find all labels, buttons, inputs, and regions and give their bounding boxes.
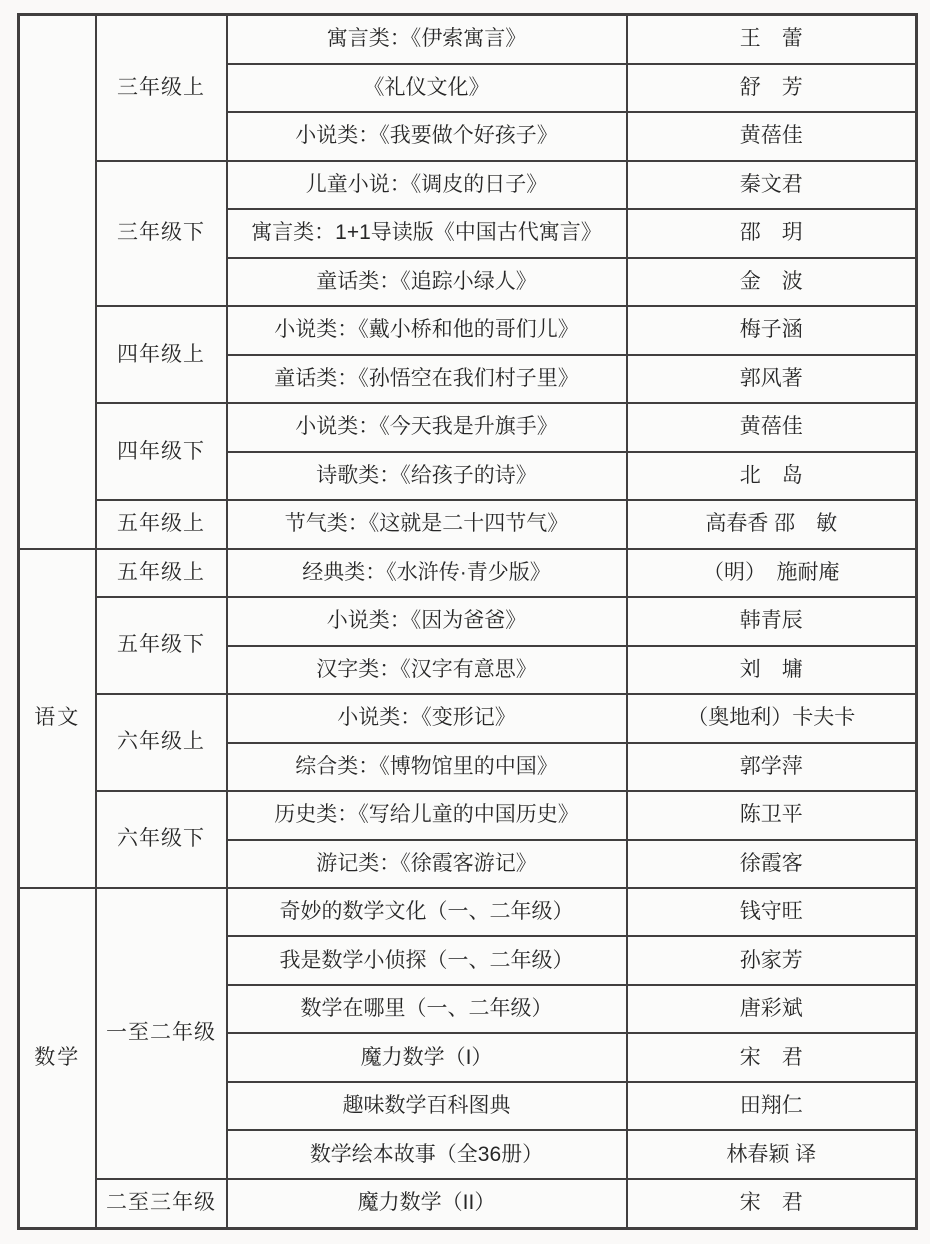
author-cell: 徐霞客 <box>627 840 917 888</box>
book-title-cell: 小说类：《因为爸爸》 <box>227 597 627 645</box>
table-row <box>19 306 917 354</box>
book-title-cell: 魔力数学（II） <box>227 1179 627 1229</box>
author-cell: 黄蓓佳 <box>627 112 917 160</box>
book-title-cell: 历史类：《写给儿童的中国历史》 <box>227 791 627 839</box>
author-cell: 郭风著 <box>627 355 917 403</box>
book-title-cell: 《礼仪文化》 <box>227 64 627 112</box>
author-cell: 孙家芳 <box>627 936 917 984</box>
table-row <box>19 161 917 209</box>
table-row <box>19 1179 917 1229</box>
reading-table-body <box>19 15 917 1229</box>
author-cell: 宋 君 <box>627 1033 917 1081</box>
book-title-cell: 魔力数学（I） <box>227 1033 627 1081</box>
book-title-cell: 童话类：《孙悟空在我们村子里》 <box>227 355 627 403</box>
grade-cell: 四年级上 <box>96 306 227 403</box>
book-title-cell: 汉字类：《汉字有意思》 <box>227 646 627 694</box>
grade-cell: 一至二年级 <box>96 888 227 1179</box>
book-title-cell: 经典类：《水浒传·青少版》 <box>227 549 627 597</box>
book-title-cell: 综合类：《博物馆里的中国》 <box>227 743 627 791</box>
author-cell: 田翔仁 <box>627 1082 917 1130</box>
subject-cell <box>19 15 96 549</box>
grade-cell: 三年级上 <box>96 15 227 161</box>
book-title-cell: 寓言类：《伊索寓言》 <box>227 15 627 64</box>
table-row <box>19 403 917 451</box>
table-row <box>19 500 917 548</box>
book-title-cell: 诗歌类：《给孩子的诗》 <box>227 452 627 500</box>
author-cell: 宋 君 <box>627 1179 917 1229</box>
author-cell: 梅子涵 <box>627 306 917 354</box>
book-title-cell: 小说类：《今天我是升旗手》 <box>227 403 627 451</box>
book-title-cell: 童话类：《追踪小绿人》 <box>227 258 627 306</box>
author-cell: 刘 墉 <box>627 646 917 694</box>
author-cell: 邵 玥 <box>627 209 917 257</box>
table-row <box>19 791 917 839</box>
subject-cell: 语文 <box>19 549 96 888</box>
table-row <box>19 549 917 597</box>
grade-cell: 五年级下 <box>96 597 227 694</box>
grade-cell: 六年级下 <box>96 791 227 888</box>
grade-cell: 六年级上 <box>96 694 227 791</box>
book-title-cell: 小说类：《我要做个好孩子》 <box>227 112 627 160</box>
grade-cell: 四年级下 <box>96 403 227 500</box>
reading-list-table <box>17 13 918 1230</box>
author-cell: 林春颖 译 <box>627 1130 917 1178</box>
author-cell: 郭学萍 <box>627 743 917 791</box>
table-row <box>19 15 917 64</box>
author-cell: （奥地利）卡夫卡 <box>627 694 917 742</box>
author-cell: 金 波 <box>627 258 917 306</box>
grade-cell: 五年级上 <box>96 500 227 548</box>
author-cell: 王 蕾 <box>627 15 917 64</box>
author-cell: 秦文君 <box>627 161 917 209</box>
book-title-cell: 数学在哪里（一、二年级） <box>227 985 627 1033</box>
author-cell: 陈卫平 <box>627 791 917 839</box>
author-cell: 韩青辰 <box>627 597 917 645</box>
book-title-cell: 寓言类：1+1导读版《中国古代寓言》 <box>227 209 627 257</box>
grade-cell: 二至三年级 <box>96 1179 227 1229</box>
author-cell: 高春香 邵 敏 <box>627 500 917 548</box>
grade-cell: 五年级上 <box>96 549 227 597</box>
book-title-cell: 小说类：《变形记》 <box>227 694 627 742</box>
table-row <box>19 597 917 645</box>
author-cell: 钱守旺 <box>627 888 917 936</box>
author-cell: （明） 施耐庵 <box>627 549 917 597</box>
book-title-cell: 数学绘本故事（全36册） <box>227 1130 627 1178</box>
table-row <box>19 694 917 742</box>
book-title-cell: 游记类：《徐霞客游记》 <box>227 840 627 888</box>
author-cell: 舒 芳 <box>627 64 917 112</box>
subject-cell: 数学 <box>19 888 96 1229</box>
book-title-cell: 小说类：《戴小桥和他的哥们儿》 <box>227 306 627 354</box>
book-title-cell: 儿童小说：《调皮的日子》 <box>227 161 627 209</box>
table-row <box>19 888 917 936</box>
author-cell: 北 岛 <box>627 452 917 500</box>
author-cell: 唐彩斌 <box>627 985 917 1033</box>
grade-cell: 三年级下 <box>96 161 227 306</box>
author-cell: 黄蓓佳 <box>627 403 917 451</box>
book-title-cell: 我是数学小侦探（一、二年级） <box>227 936 627 984</box>
book-title-cell: 奇妙的数学文化（一、二年级） <box>227 888 627 936</box>
book-title-cell: 节气类：《这就是二十四节气》 <box>227 500 627 548</box>
book-title-cell: 趣味数学百科图典 <box>227 1082 627 1130</box>
